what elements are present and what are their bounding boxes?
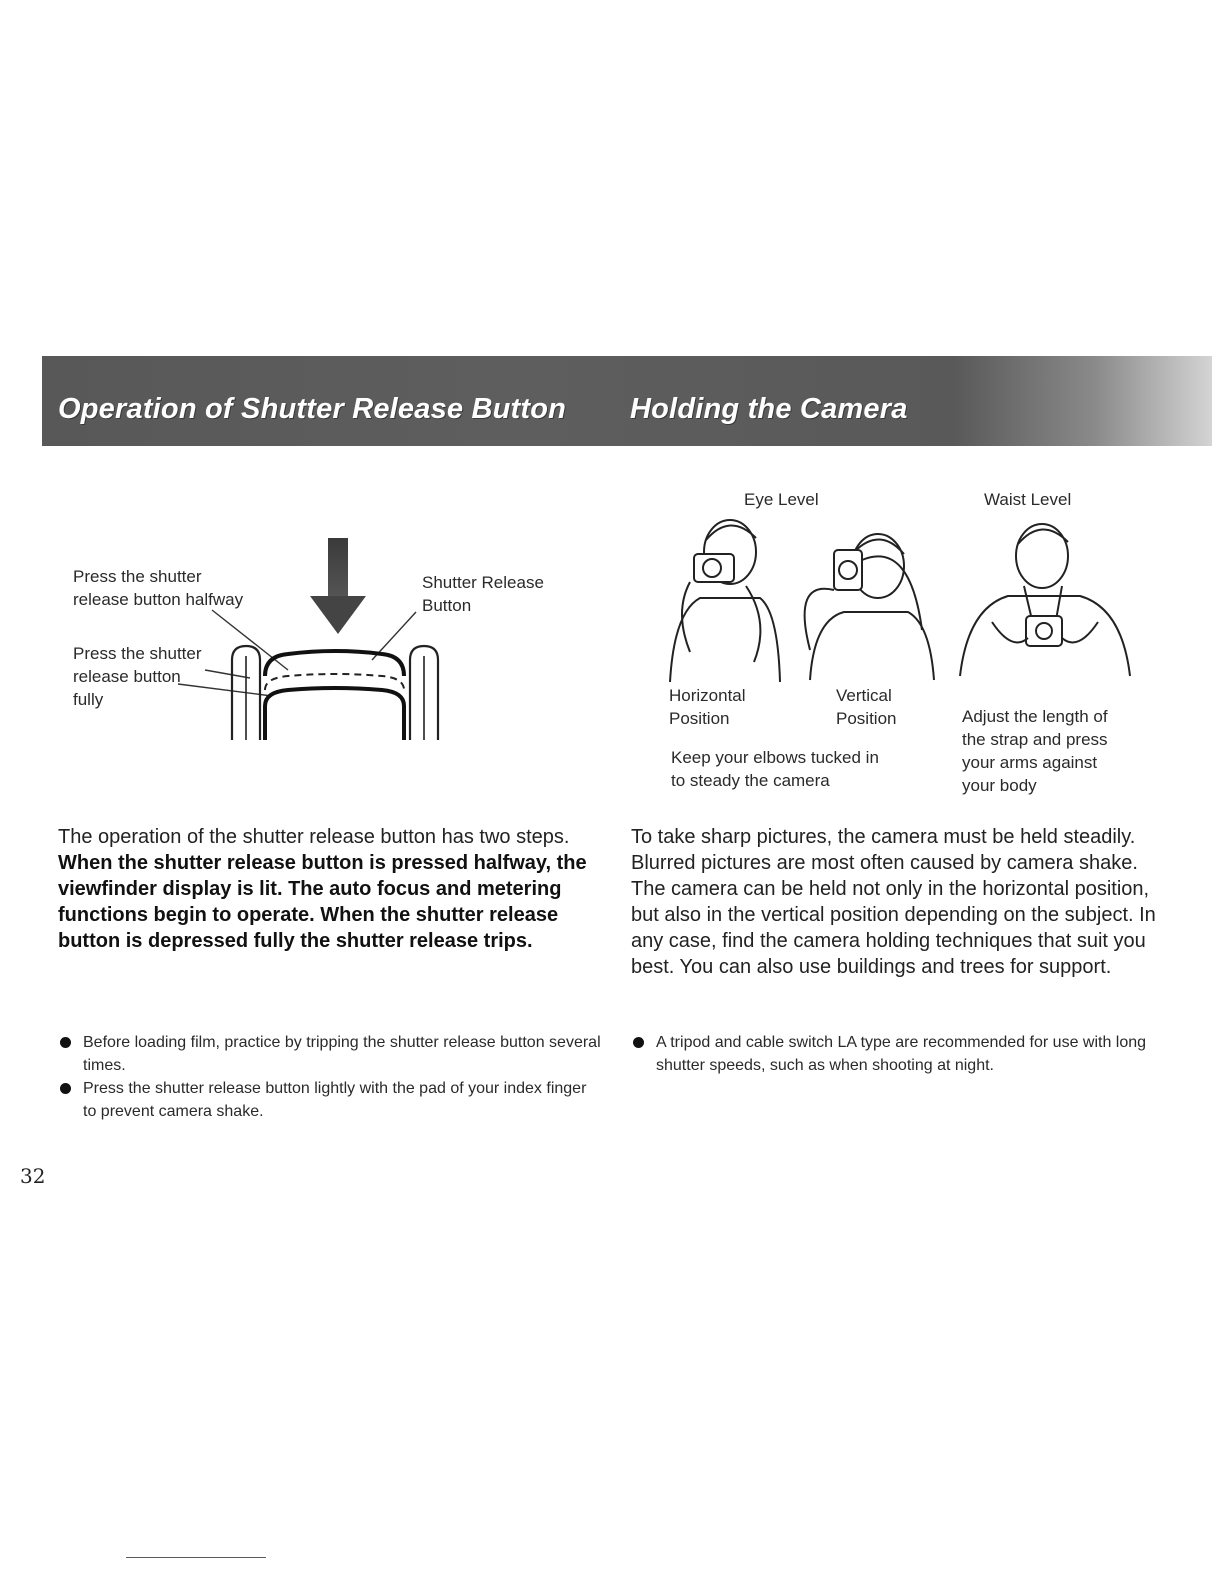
- section-title-shutter: Operation of Shutter Release Button: [58, 393, 567, 425]
- horizontal-position-caption: Horizontal Position: [669, 686, 746, 728]
- holding-notes-list: [631, 1031, 1151, 1077]
- strap-caption: Adjust the length of the strap and press your arms against your body: [962, 707, 1108, 795]
- elbows-caption: Keep your elbows tucked in to steady the camera: [671, 748, 879, 790]
- footer-rule: [126, 1557, 266, 1558]
- shutter-button-diagram: [60, 470, 600, 810]
- shutter-operation-text: [58, 824, 598, 954]
- eye-level-label: Eye Level: [744, 490, 819, 509]
- shutter-notes-list: [58, 1031, 603, 1123]
- list-item: Before loading film, practice by tripping the shutter release button several times.: [58, 1031, 603, 1077]
- waist-level-illustration: [952, 512, 1136, 688]
- vertical-position-caption: Vertical Position: [836, 686, 897, 728]
- press-down-arrow-icon: [310, 538, 366, 634]
- horizontal-position-illustration: [660, 512, 790, 688]
- holding-camera-text: To take sharp pictures, the camera must be held steadily. Blurred pictures are most often caused by camera shake. The camera can be held not only in the horizontal position, but also in the vertical position depending on the subject. In any case, find the camera holding techniques that suit you best. You can also use buildings and trees for support.: [631, 826, 1156, 978]
- shutter-intro: The operation of the shutter release button has two steps.: [58, 826, 570, 848]
- list-item: A tripod and cable switch LA type are recommended for use with long shutter speeds, such as when shooting at night.: [631, 1031, 1151, 1077]
- label-shutter-release-button: Shutter Release Button: [422, 573, 544, 615]
- section-title-holding: Holding the Camera: [630, 393, 908, 425]
- vertical-position-illustration: [790, 520, 940, 688]
- label-press-halfway: Press the shutter release button halfway: [73, 567, 244, 609]
- page-number: 32: [20, 1164, 46, 1188]
- shutter-bold-instructions: When the shutter release button is pressed halfway, the viewfinder display is lit. The auto focus and metering functions begin to operate. When the shutter release button is depressed fully the shutter release trips.: [58, 852, 587, 952]
- waist-level-label: Waist Level: [984, 490, 1072, 509]
- list-item: Press the shutter release button lightly with the pad of your index finger to prevent camera shake.: [58, 1077, 603, 1123]
- label-press-fully: Press the shutter release button fully: [73, 644, 202, 709]
